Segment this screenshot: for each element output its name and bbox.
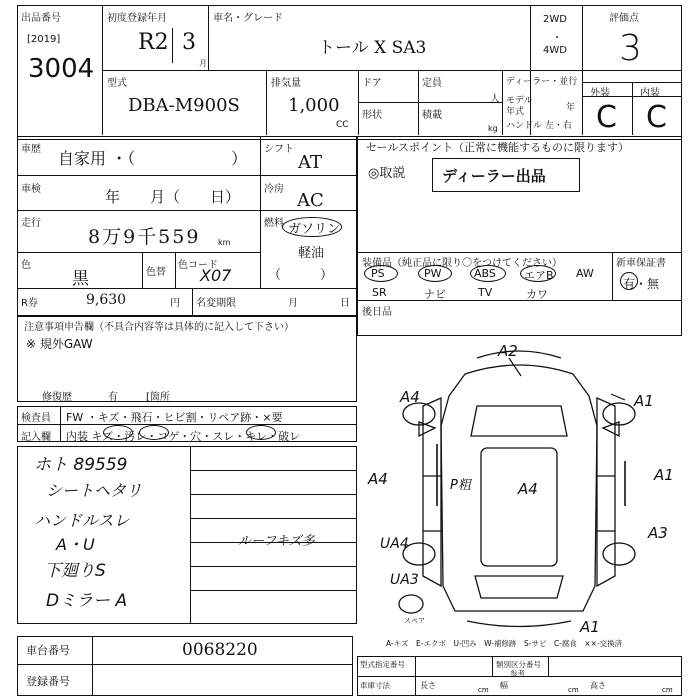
reg-era: R2 [138, 30, 169, 55]
shift-label: シフト [264, 144, 294, 155]
inspection-row1: FW ・キズ・飛石・ヒビ割・リペア跡・×要 [66, 411, 283, 424]
drive-2wd: 2WD [543, 14, 567, 25]
reference-label: 参考 [510, 669, 525, 678]
reg-label: 初度登録年月 [107, 13, 167, 24]
sales-label: セールスポイント（正常に機能するものに限ります） [366, 141, 630, 154]
hand-line3: ハンドルスレ [34, 511, 130, 530]
equip-aw: AW [576, 267, 594, 280]
name-change-month: 月 [288, 298, 298, 309]
warranty-value: 有・無 [623, 277, 660, 291]
dealer-label: ディーラー・並行 [506, 77, 578, 87]
load-label: 積載 [422, 110, 442, 121]
door-label: ドア [362, 78, 382, 89]
reg-month-unit: 月 [199, 59, 207, 68]
model-value: DBA-M900S [128, 95, 240, 116]
mark-a4-roof: A4 [518, 480, 538, 498]
inspection-label: 車検 [21, 184, 41, 195]
hand-line6: Dミラー A [46, 591, 128, 611]
ac-value: AC [297, 190, 324, 211]
length-label: 長さ [420, 681, 436, 690]
color-value: 黒 [72, 269, 89, 289]
equip-abs: ABS [474, 267, 496, 280]
year-tag: [2019] [27, 34, 61, 45]
record-label: 記入欄 [21, 432, 51, 443]
car-name: トール X SA3 [318, 38, 427, 58]
load-unit: kg [488, 124, 498, 133]
location-label: [箇所 [146, 392, 170, 403]
model-designation-label: 型式指定番号 [360, 660, 405, 669]
recycle-label: R券 [21, 298, 38, 309]
interior-grade: C [646, 100, 667, 135]
registration-label: 登録番号 [26, 675, 70, 688]
mileage-unit: km [218, 238, 231, 247]
drive-dot: ・ [552, 33, 562, 44]
capacity-unit: 人 [490, 94, 500, 105]
equip-leather: カワ [526, 288, 548, 301]
mark-a1-right: A1 [654, 466, 674, 484]
stain-circle [139, 425, 169, 440]
score-value: 3 [619, 28, 642, 69]
retrofit-label: 後日品 [362, 307, 392, 318]
dimensions-label: 車庫寸法 [360, 681, 390, 690]
repair-label: 修復歴 [42, 392, 72, 403]
scratch-circle [103, 425, 133, 440]
spare-label: スペア [404, 617, 425, 625]
category-label: 類別区分番号 [496, 660, 541, 669]
equip-pw: PW [424, 267, 442, 280]
equipment-label: 装備品（純正品に限り〇をつけてください） [362, 258, 562, 269]
mark-a1-front: A1 [634, 392, 654, 410]
hand-line1: ホト 89559 [34, 455, 128, 475]
color-code-label: 色コード [178, 260, 218, 271]
legend-line: A-キズ E-エクボ U-凹み W-補修跡 S-サビ C-腐食 ××-交換済 [386, 639, 623, 648]
mark-ua3: UA3 [390, 572, 419, 588]
width-label: 幅 [500, 681, 508, 690]
reg-year: 3 [182, 30, 196, 55]
manual-value: ◎取説 [368, 166, 406, 181]
hand-center-note: ルーフキズ多 [238, 534, 315, 549]
shape-label: 形状 [362, 110, 382, 121]
recycle-unit: 円 [170, 298, 180, 309]
name-change-label: 名変期限 [196, 298, 236, 309]
equip-airbag: エアB [524, 269, 554, 282]
model-year-label2: 年式 [506, 107, 525, 117]
fuel-alt: 軽油 [298, 246, 325, 261]
mark-a2: A2 [498, 342, 518, 360]
equip-sr: SR [372, 286, 387, 299]
lot-number: 3004 [28, 54, 95, 84]
drive-4wd: 4WD [543, 45, 567, 56]
fuel-paren: （ ） [268, 268, 334, 283]
mark-p-rough: P粗 [450, 478, 471, 493]
height-cm: cm [662, 686, 673, 694]
capacity-label: 定員 [422, 78, 442, 89]
mark-ua4: UA4 [380, 536, 409, 552]
displacement-unit: CC [336, 120, 349, 130]
equip-tv: TV [478, 286, 493, 299]
history-label: 車歴 [21, 144, 41, 155]
fuel-label: 燃料 [264, 218, 284, 229]
color-label: 色 [21, 260, 31, 271]
mark-a4-front: A4 [400, 388, 420, 406]
mileage-label: 走行 [21, 218, 41, 229]
handle-label: ハンドル 左・右 [506, 121, 572, 131]
equip-ps: PS [371, 267, 385, 280]
recycle-amount: 9,630 [86, 292, 127, 308]
score-label: 評価点 [609, 13, 639, 24]
mark-a3: A3 [648, 524, 668, 542]
chassis-number: 0068220 [182, 640, 258, 660]
interior-label: 内装 [640, 88, 660, 99]
chassis-label: 車台番号 [26, 644, 70, 657]
length-cm: cm [478, 686, 489, 694]
color-code-value: X07 [200, 266, 232, 285]
model-year-label: モデル [506, 96, 533, 106]
notes-line1: ※ 規外GAW [26, 337, 93, 351]
fuel-value: ガソリン [288, 222, 341, 237]
exterior-grade: C [596, 100, 617, 135]
lot-label: 出品番号 [21, 13, 61, 24]
warranty-label: 新車保証書 [616, 258, 666, 269]
equip-navi: ナビ [424, 288, 446, 301]
wear-circle [246, 425, 276, 440]
history-value: 自家用 ・（ ） [58, 149, 248, 168]
height-label: 高さ [590, 681, 606, 690]
width-cm: cm [568, 686, 579, 694]
repair-value: 有 [108, 392, 118, 403]
name-change-day: 日 [340, 298, 350, 309]
displacement-label: 排気量 [271, 78, 301, 89]
hand-line5: 下廻りS [44, 561, 106, 581]
shift-value: AT [298, 152, 323, 173]
exterior-label: 外装 [590, 88, 610, 99]
notes-label: 注意事項申告欄（不具合内容等は具体的に記入して下さい） [24, 322, 294, 333]
mileage-value: 8万9千559 [88, 226, 201, 248]
model-label: 型式 [107, 78, 127, 89]
hand-line4: A・U [56, 535, 95, 554]
hand-line2: シートヘタリ [46, 481, 143, 500]
ac-label: 冷房 [264, 184, 284, 195]
displacement-value: 1,000 [288, 95, 340, 116]
mark-a1-rear: A1 [580, 618, 600, 636]
inspection-row2: 内装 キズ・汚レ・コゲ・穴・スレ・キレ・破レ [66, 430, 301, 443]
color-change-label: 色替 [146, 267, 166, 278]
inspector-label: 検査員 [21, 413, 51, 424]
inspection-value: 年 月（ 日） [105, 188, 241, 206]
dealer-stamp-text: ディーラー出品 [442, 167, 546, 185]
mark-a4-left: A4 [368, 470, 388, 488]
year-unit: 年 [566, 103, 576, 113]
name-label: 車名・グレード [213, 13, 283, 24]
